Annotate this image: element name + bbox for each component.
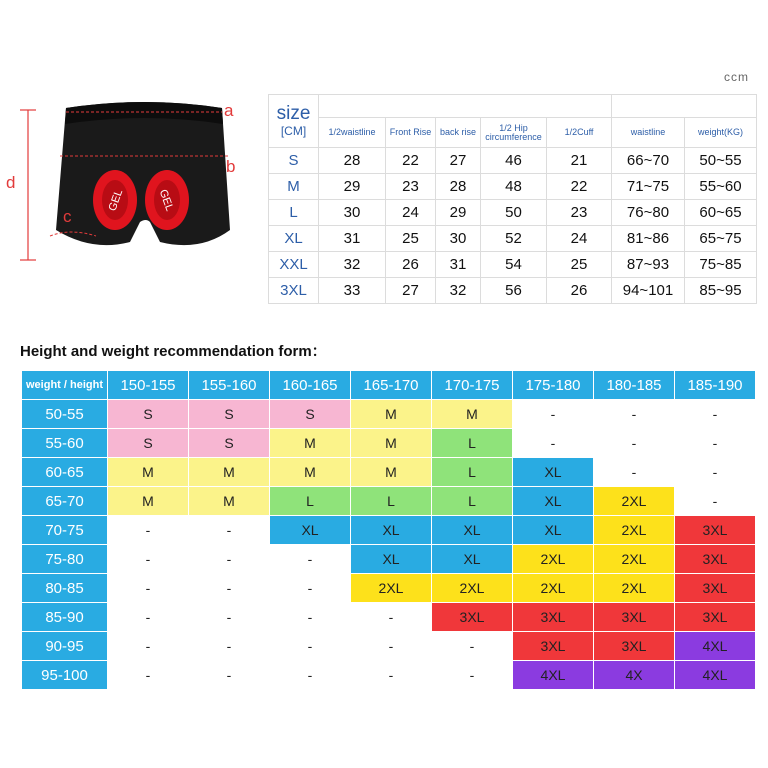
size-recommendation-cell: L bbox=[432, 487, 513, 516]
size-table bbox=[268, 94, 757, 304]
recommendation-body bbox=[22, 400, 756, 690]
weight-header: 70-75 bbox=[22, 516, 108, 545]
height-header: 155-160 bbox=[189, 371, 270, 400]
size-recommendation-cell: 2XL bbox=[594, 574, 675, 603]
size-value: 60~65 bbox=[685, 200, 757, 226]
gel-text-right: GEL bbox=[156, 187, 176, 213]
recommendation-table bbox=[21, 370, 756, 690]
size-value: 87~93 bbox=[612, 252, 685, 278]
size-recommendation-cell: 3XL bbox=[675, 516, 756, 545]
recommendation-row bbox=[22, 574, 756, 603]
height-header: 175-180 bbox=[513, 371, 594, 400]
size-recommendation-cell: - bbox=[270, 661, 351, 690]
size-recommendation-cell: M bbox=[351, 458, 432, 487]
size-label: XXL bbox=[269, 252, 319, 278]
measure-label-a: a bbox=[224, 101, 234, 120]
size-recommendation-cell: - bbox=[351, 632, 432, 661]
size-row bbox=[269, 174, 757, 200]
height-header: 150-155 bbox=[108, 371, 189, 400]
size-recommendation-cell: L bbox=[432, 429, 513, 458]
size-value: 25 bbox=[386, 226, 436, 252]
size-row bbox=[269, 278, 757, 304]
size-value: 30 bbox=[436, 226, 481, 252]
size-value: 23 bbox=[547, 200, 612, 226]
size-recommendation-cell: - bbox=[513, 429, 594, 458]
size-label: XL bbox=[269, 226, 319, 252]
size-recommendation-cell: - bbox=[189, 545, 270, 574]
shorts-body bbox=[56, 102, 230, 245]
padded-shorts-image bbox=[0, 90, 260, 280]
size-recommendation-cell: - bbox=[513, 400, 594, 429]
size-recommendation-cell: - bbox=[270, 574, 351, 603]
size-value: 23 bbox=[386, 174, 436, 200]
size-recommendation-cell: - bbox=[108, 516, 189, 545]
size-value: 32 bbox=[319, 252, 386, 278]
recommendation-row bbox=[22, 400, 756, 429]
size-label: L bbox=[269, 200, 319, 226]
size-recommendation-cell: - bbox=[189, 632, 270, 661]
size-recommendation-cell: XL bbox=[432, 545, 513, 574]
size-value: 33 bbox=[319, 278, 386, 304]
size-recommendation-cell: - bbox=[108, 574, 189, 603]
recommendation-row bbox=[22, 603, 756, 632]
size-value: 29 bbox=[436, 200, 481, 226]
size-value: 32 bbox=[436, 278, 481, 304]
recommendation-corner: weight / height bbox=[22, 371, 108, 400]
size-recommendation-cell: 3XL bbox=[594, 603, 675, 632]
size-value: 27 bbox=[386, 278, 436, 304]
size-recommendation-cell: M bbox=[270, 458, 351, 487]
recommendation-row bbox=[22, 458, 756, 487]
size-recommendation-cell: - bbox=[108, 545, 189, 574]
size-table-corner: size [CM] bbox=[269, 95, 319, 148]
height-header: 160-165 bbox=[270, 371, 351, 400]
size-recommendation-cell: 2XL bbox=[594, 487, 675, 516]
size-recommendation-cell: - bbox=[108, 632, 189, 661]
size-table-header: waistline bbox=[612, 118, 685, 148]
size-recommendation-cell: M bbox=[108, 487, 189, 516]
size-recommendation-cell: M bbox=[351, 400, 432, 429]
size-value: 30 bbox=[319, 200, 386, 226]
size-recommendation-cell: M bbox=[189, 487, 270, 516]
size-value: 31 bbox=[436, 252, 481, 278]
size-value: 75~85 bbox=[685, 252, 757, 278]
weight-header: 65-70 bbox=[22, 487, 108, 516]
size-label: 3XL bbox=[269, 278, 319, 304]
measure-label-d: d bbox=[6, 173, 16, 192]
size-value: 76~80 bbox=[612, 200, 685, 226]
size-recommendation-cell: XL bbox=[513, 516, 594, 545]
size-row bbox=[269, 200, 757, 226]
size-recommendation-cell: 2XL bbox=[351, 574, 432, 603]
size-recommendation-cell: - bbox=[432, 661, 513, 690]
weight-header: 60-65 bbox=[22, 458, 108, 487]
size-recommendation-cell: 2XL bbox=[432, 574, 513, 603]
weight-header: 95-100 bbox=[22, 661, 108, 690]
size-recommendation-cell: - bbox=[189, 516, 270, 545]
size-recommendation-cell: L bbox=[432, 458, 513, 487]
size-value: 24 bbox=[386, 200, 436, 226]
size-value: 81~86 bbox=[612, 226, 685, 252]
size-recommendation-cell: XL bbox=[351, 545, 432, 574]
size-value: 31 bbox=[319, 226, 386, 252]
gel-text-left: GEL bbox=[106, 187, 126, 213]
size-value: 94~101 bbox=[612, 278, 685, 304]
size-recommendation-cell: S bbox=[270, 400, 351, 429]
size-value: 28 bbox=[319, 148, 386, 174]
size-recommendation-cell: 3XL bbox=[675, 603, 756, 632]
size-recommendation-cell: XL bbox=[513, 458, 594, 487]
size-recommendation-cell: L bbox=[270, 487, 351, 516]
size-recommendation-cell: S bbox=[108, 429, 189, 458]
size-recommendation-cell: 4XL bbox=[675, 661, 756, 690]
size-recommendation-cell: - bbox=[594, 400, 675, 429]
size-value: 50~55 bbox=[685, 148, 757, 174]
measure-label-c: c bbox=[63, 207, 72, 226]
size-recommendation-cell: XL bbox=[513, 487, 594, 516]
size-recommendation-cell: - bbox=[594, 429, 675, 458]
size-recommendation-cell: 2XL bbox=[594, 545, 675, 574]
size-recommendation-cell: - bbox=[675, 458, 756, 487]
size-label: M bbox=[269, 174, 319, 200]
size-value: 55~60 bbox=[685, 174, 757, 200]
size-recommendation-cell: - bbox=[351, 603, 432, 632]
size-recommendation-cell: S bbox=[189, 429, 270, 458]
size-recommendation-cell: M bbox=[108, 458, 189, 487]
size-value: 21 bbox=[547, 148, 612, 174]
size-recommendation-cell: - bbox=[189, 603, 270, 632]
size-recommendation-cell: S bbox=[108, 400, 189, 429]
recommendation-row bbox=[22, 429, 756, 458]
size-recommendation-cell: XL bbox=[351, 516, 432, 545]
size-recommendation-cell: 3XL bbox=[432, 603, 513, 632]
recommendation-row bbox=[22, 487, 756, 516]
size-value: 22 bbox=[386, 148, 436, 174]
weight-header: 55-60 bbox=[22, 429, 108, 458]
size-value: 46 bbox=[481, 148, 547, 174]
size-value: 26 bbox=[386, 252, 436, 278]
size-recommendation-cell: S bbox=[189, 400, 270, 429]
recommendation-title: Height and weight recommendation form： bbox=[20, 343, 327, 360]
size-recommendation-cell: XL bbox=[270, 516, 351, 545]
size-value: 50 bbox=[481, 200, 547, 226]
size-recommendation-cell: - bbox=[675, 429, 756, 458]
size-recommendation-cell: M bbox=[189, 458, 270, 487]
size-recommendation-cell: 4XL bbox=[675, 632, 756, 661]
size-recommendation-cell: M bbox=[270, 429, 351, 458]
size-recommendation-cell: - bbox=[675, 487, 756, 516]
size-recommendation-cell: - bbox=[432, 632, 513, 661]
size-value: 52 bbox=[481, 226, 547, 252]
weight-header: 50-55 bbox=[22, 400, 108, 429]
size-value: 27 bbox=[436, 148, 481, 174]
size-row bbox=[269, 148, 757, 174]
size-recommendation-cell: 3XL bbox=[675, 545, 756, 574]
size-value: 85~95 bbox=[685, 278, 757, 304]
size-recommendation-cell: M bbox=[351, 429, 432, 458]
size-value: 66~70 bbox=[612, 148, 685, 174]
size-value: 24 bbox=[547, 226, 612, 252]
size-value: 65~75 bbox=[685, 226, 757, 252]
size-recommendation-cell: 2XL bbox=[594, 516, 675, 545]
height-header: 185-190 bbox=[675, 371, 756, 400]
weight-header: 85-90 bbox=[22, 603, 108, 632]
size-recommendation-cell: - bbox=[189, 574, 270, 603]
size-recommendation-cell: 2XL bbox=[513, 574, 594, 603]
weight-header: 75-80 bbox=[22, 545, 108, 574]
size-recommendation-cell: L bbox=[351, 487, 432, 516]
recommendation-row bbox=[22, 516, 756, 545]
size-recommendation-cell: - bbox=[351, 661, 432, 690]
size-recommendation-cell: - bbox=[270, 632, 351, 661]
size-value: 48 bbox=[481, 174, 547, 200]
size-value: 22 bbox=[547, 174, 612, 200]
weight-header: 90-95 bbox=[22, 632, 108, 661]
product-illustration bbox=[0, 90, 260, 280]
recommendation-row bbox=[22, 545, 756, 574]
unit-label: ccm bbox=[724, 70, 749, 84]
size-value: 26 bbox=[547, 278, 612, 304]
size-row bbox=[269, 252, 757, 278]
height-header: 170-175 bbox=[432, 371, 513, 400]
size-value: 29 bbox=[319, 174, 386, 200]
size-recommendation-cell: - bbox=[108, 603, 189, 632]
recommendation-header-row bbox=[22, 371, 756, 400]
size-row bbox=[269, 226, 757, 252]
size-recommendation-cell: 4X bbox=[594, 661, 675, 690]
size-recommendation-cell: M bbox=[432, 400, 513, 429]
size-recommendation-cell: 4XL bbox=[513, 661, 594, 690]
size-value: 71~75 bbox=[612, 174, 685, 200]
size-recommendation-cell: 3XL bbox=[513, 603, 594, 632]
size-recommendation-cell: 3XL bbox=[675, 574, 756, 603]
size-table-header: weight(KG) bbox=[685, 118, 757, 148]
size-table-header: Front Rise bbox=[386, 118, 436, 148]
size-table-header: 1/2 Hip circumference bbox=[481, 118, 547, 148]
size-value: 28 bbox=[436, 174, 481, 200]
size-recommendation-cell: - bbox=[270, 603, 351, 632]
size-recommendation-cell: - bbox=[594, 458, 675, 487]
size-recommendation-cell: 2XL bbox=[513, 545, 594, 574]
size-value: 25 bbox=[547, 252, 612, 278]
size-recommendation-cell: - bbox=[675, 400, 756, 429]
size-value: 56 bbox=[481, 278, 547, 304]
recommendation-row bbox=[22, 632, 756, 661]
size-table-header: 1/2Cuff bbox=[547, 118, 612, 148]
size-label: S bbox=[269, 148, 319, 174]
size-table-header: back rise bbox=[436, 118, 481, 148]
size-recommendation-cell: 3XL bbox=[513, 632, 594, 661]
measure-label-b: b bbox=[226, 157, 236, 176]
size-recommendation-cell: 3XL bbox=[594, 632, 675, 661]
size-recommendation-cell: - bbox=[108, 661, 189, 690]
recommendation-row bbox=[22, 661, 756, 690]
size-recommendation-cell: XL bbox=[432, 516, 513, 545]
size-table-header: 1/2waistline bbox=[319, 118, 386, 148]
size-table-body bbox=[269, 148, 757, 304]
weight-header: 80-85 bbox=[22, 574, 108, 603]
size-recommendation-cell: - bbox=[189, 661, 270, 690]
size-value: 54 bbox=[481, 252, 547, 278]
height-header: 180-185 bbox=[594, 371, 675, 400]
size-recommendation-cell: - bbox=[270, 545, 351, 574]
height-header: 165-170 bbox=[351, 371, 432, 400]
